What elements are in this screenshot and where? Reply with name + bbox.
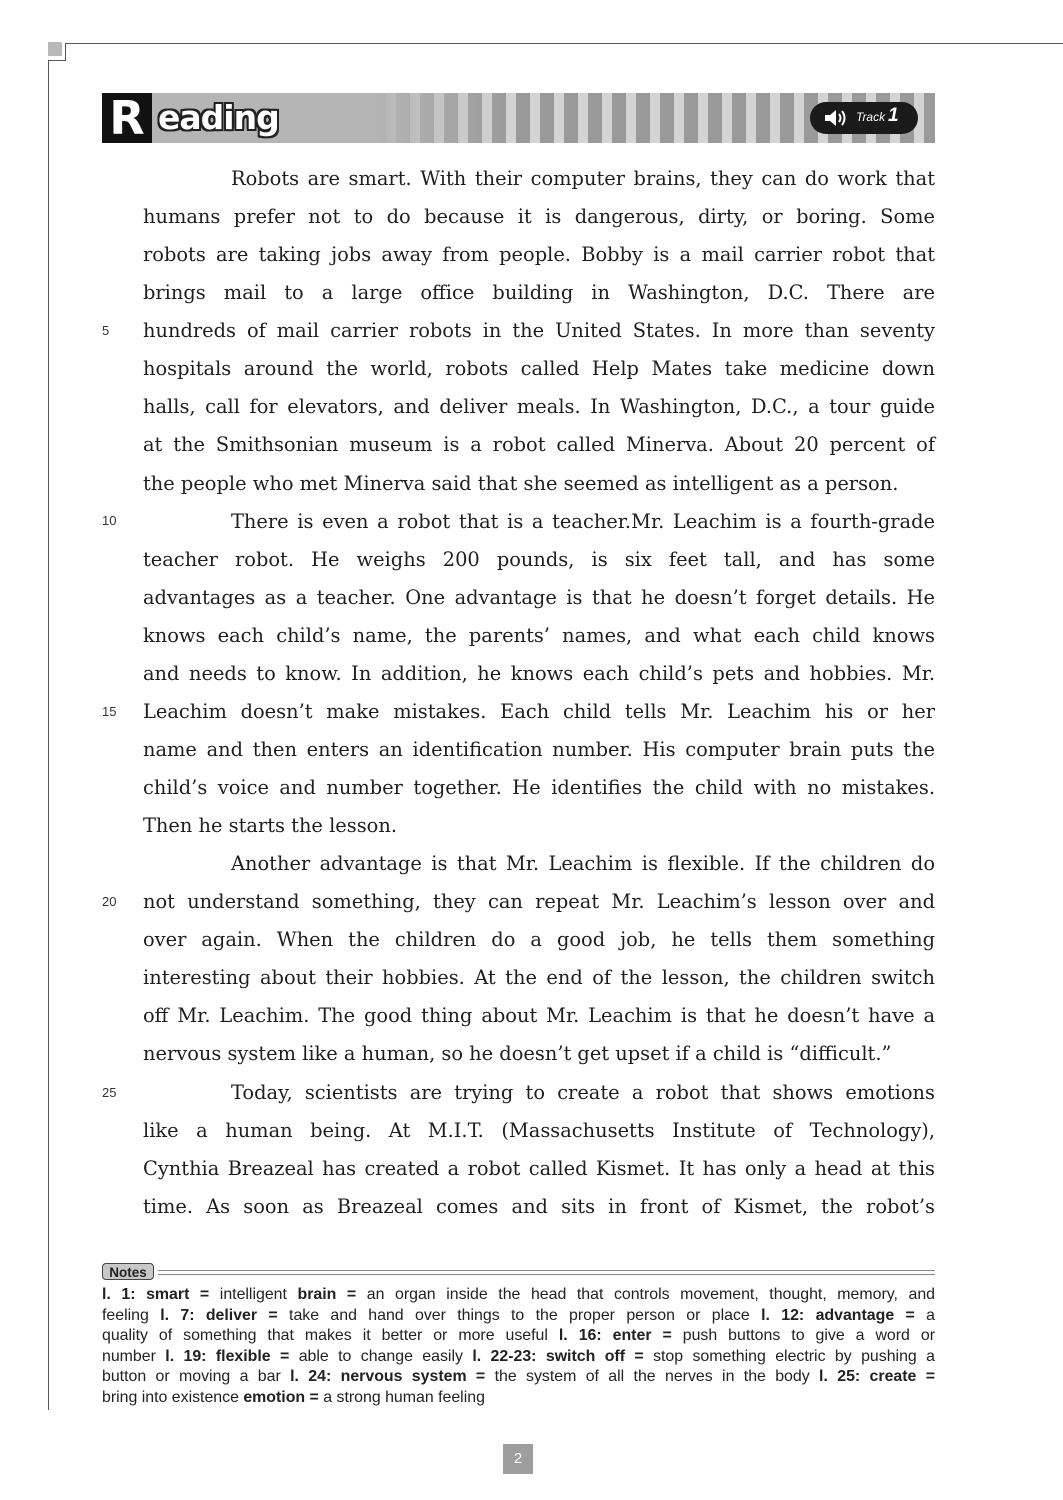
line-number: 10 — [102, 513, 117, 528]
note-definition: number — [102, 1347, 166, 1365]
notes-line — [102, 1326, 935, 1347]
text-line: name and then enters an identification number. His computer brain puts the — [143, 737, 935, 761]
note-term: l. 7: deliver = — [160, 1306, 278, 1324]
text-line: robots are taking jobs away from people. Bobby is a mail carrier robot that — [143, 243, 935, 267]
text-line: Cynthia Breazeal has created a robot called Kismet. It has only a head at this — [143, 1156, 935, 1180]
note-term: brain = — [297, 1286, 357, 1303]
frame-corner — [48, 43, 66, 61]
note-term: l. 22-23: switch off = — [472, 1347, 644, 1365]
track-label: Track — [856, 110, 886, 124]
notes-line — [102, 1285, 935, 1306]
text-line: like a human being. At M.I.T. (Massachusetts Institute of Technology), — [143, 1118, 935, 1142]
note-term: l. 16: enter = — [558, 1327, 672, 1344]
text-line: knows each child’s name, the parents’ names, and what each child knows — [143, 623, 935, 647]
notes-line — [102, 1347, 935, 1368]
speaker-icon — [824, 108, 850, 128]
text-line: Then he starts the lesson. — [143, 814, 397, 838]
text-line: over again. When the children do a good job, he tells them something — [143, 928, 935, 952]
note-definition: push buttons to give a word or — [671, 1327, 935, 1344]
text-line: time. As soon as Breazeal comes and sits in front of Kismet, the robot’s — [143, 1194, 935, 1218]
track-number: 1 — [888, 105, 899, 126]
notes-section — [102, 1285, 935, 1408]
text-line: There is even a robot that is a teacher.Mr. Leachim is a fourth-grade — [231, 509, 935, 533]
text-line: teacher robot. He weighs 200 pounds, is six feet tall, and has some — [143, 547, 935, 571]
text-line: nervous system like a human, so he doesn’t get upset if a child is “difficult.” — [143, 1042, 892, 1066]
note-definition: an organ inside the head that controls movement, thought, memory, and — [356, 1286, 936, 1303]
text-line: Leachim doesn’t make mistakes. Each child tells Mr. Leachim his or her — [143, 699, 935, 723]
text-line: Today, scientists are trying to create a robot that shows emotions — [231, 1080, 935, 1104]
note-definition: feeling — [102, 1306, 161, 1324]
reading-passage — [143, 160, 935, 1226]
note-term: l. 19: flexible = — [165, 1347, 290, 1365]
text-line: hospitals around the world, robots called Help Mates take medicine down — [143, 357, 935, 381]
text-line: Robots are smart. With their computer brains, they can do work that — [231, 167, 935, 190]
text-line: child’s voice and number together. He identifies the child with no mistakes. — [143, 776, 935, 799]
notes-line — [102, 1306, 935, 1327]
note-definition: button or moving a bar — [102, 1368, 291, 1385]
reading-header — [102, 93, 935, 143]
note-definition: take and hand over things to the proper person or place — [277, 1306, 762, 1324]
note-definition: bring into existence — [102, 1388, 244, 1406]
text-line: hundreds of mail carrier robots in the United States. In more than seventy — [143, 319, 935, 343]
note-term: l. 25: create = — [819, 1368, 936, 1385]
page-frame-left — [48, 60, 49, 1410]
note-definition: intelligent — [209, 1286, 298, 1303]
text-line: the people who met Minerva said that she seemed as intelligent as a person. — [143, 471, 899, 495]
text-line: advantages as a teacher. One advantage is that he doesn’t forget details. He — [143, 585, 935, 609]
line-number: 5 — [102, 323, 110, 338]
notes-label: Notes — [102, 1263, 154, 1280]
page-number: 2 — [503, 1444, 533, 1474]
text-line: interesting about their hobbies. At the end of the lesson, the children switch — [143, 966, 935, 990]
text-line: humans prefer not to do because it is dangerous, dirty, or boring. Some — [143, 205, 935, 229]
text-line: not understand something, they can repeat Mr. Leachim’s lesson over and — [143, 890, 935, 914]
text-line: off Mr. Leachim. The good thing about Mr. Leachim is that he doesn’t have a — [143, 1004, 935, 1028]
title-initial: R — [102, 93, 152, 143]
text-line: halls, call for elevators, and deliver meals. In Washington, D.C., a tour guide — [143, 395, 935, 419]
note-definition: quality of something that makes it better or more useful — [102, 1327, 559, 1344]
note-definition: a — [914, 1306, 935, 1324]
text-line: and needs to know. In addition, he knows each child’s pets and hobbies. Mr. — [143, 661, 935, 685]
notes-divider — [158, 1270, 935, 1275]
text-line: at the Smithsonian museum is a robot called Minerva. About 20 percent of — [143, 433, 935, 457]
line-number: 20 — [102, 894, 117, 909]
line-number: 25 — [102, 1085, 117, 1100]
note-term: l. 1: smart = — [102, 1286, 210, 1303]
note-definition: a strong human feeling — [318, 1388, 485, 1406]
text-line: Another advantage is that Mr. Leachim is flexible. If the children do — [231, 852, 935, 876]
note-definition: stop something electric by pushing a — [643, 1347, 935, 1365]
note-term: l. 24: nervous system = — [290, 1368, 486, 1385]
note-term: emotion = — [243, 1388, 319, 1406]
note-definition: the system of all the nerves in the body — [485, 1368, 820, 1385]
note-definition: able to change easily — [289, 1347, 473, 1365]
text-line: brings mail to a large office building in Washington, D.C. There are — [143, 281, 935, 305]
note-term: l. 12: advantage = — [761, 1306, 915, 1324]
line-number: 15 — [102, 704, 117, 719]
page-frame-top — [66, 43, 1063, 44]
audio-track-button[interactable] — [810, 102, 918, 134]
notes-line — [102, 1388, 935, 1409]
page-title: eading — [158, 98, 279, 137]
notes-line — [102, 1367, 935, 1388]
